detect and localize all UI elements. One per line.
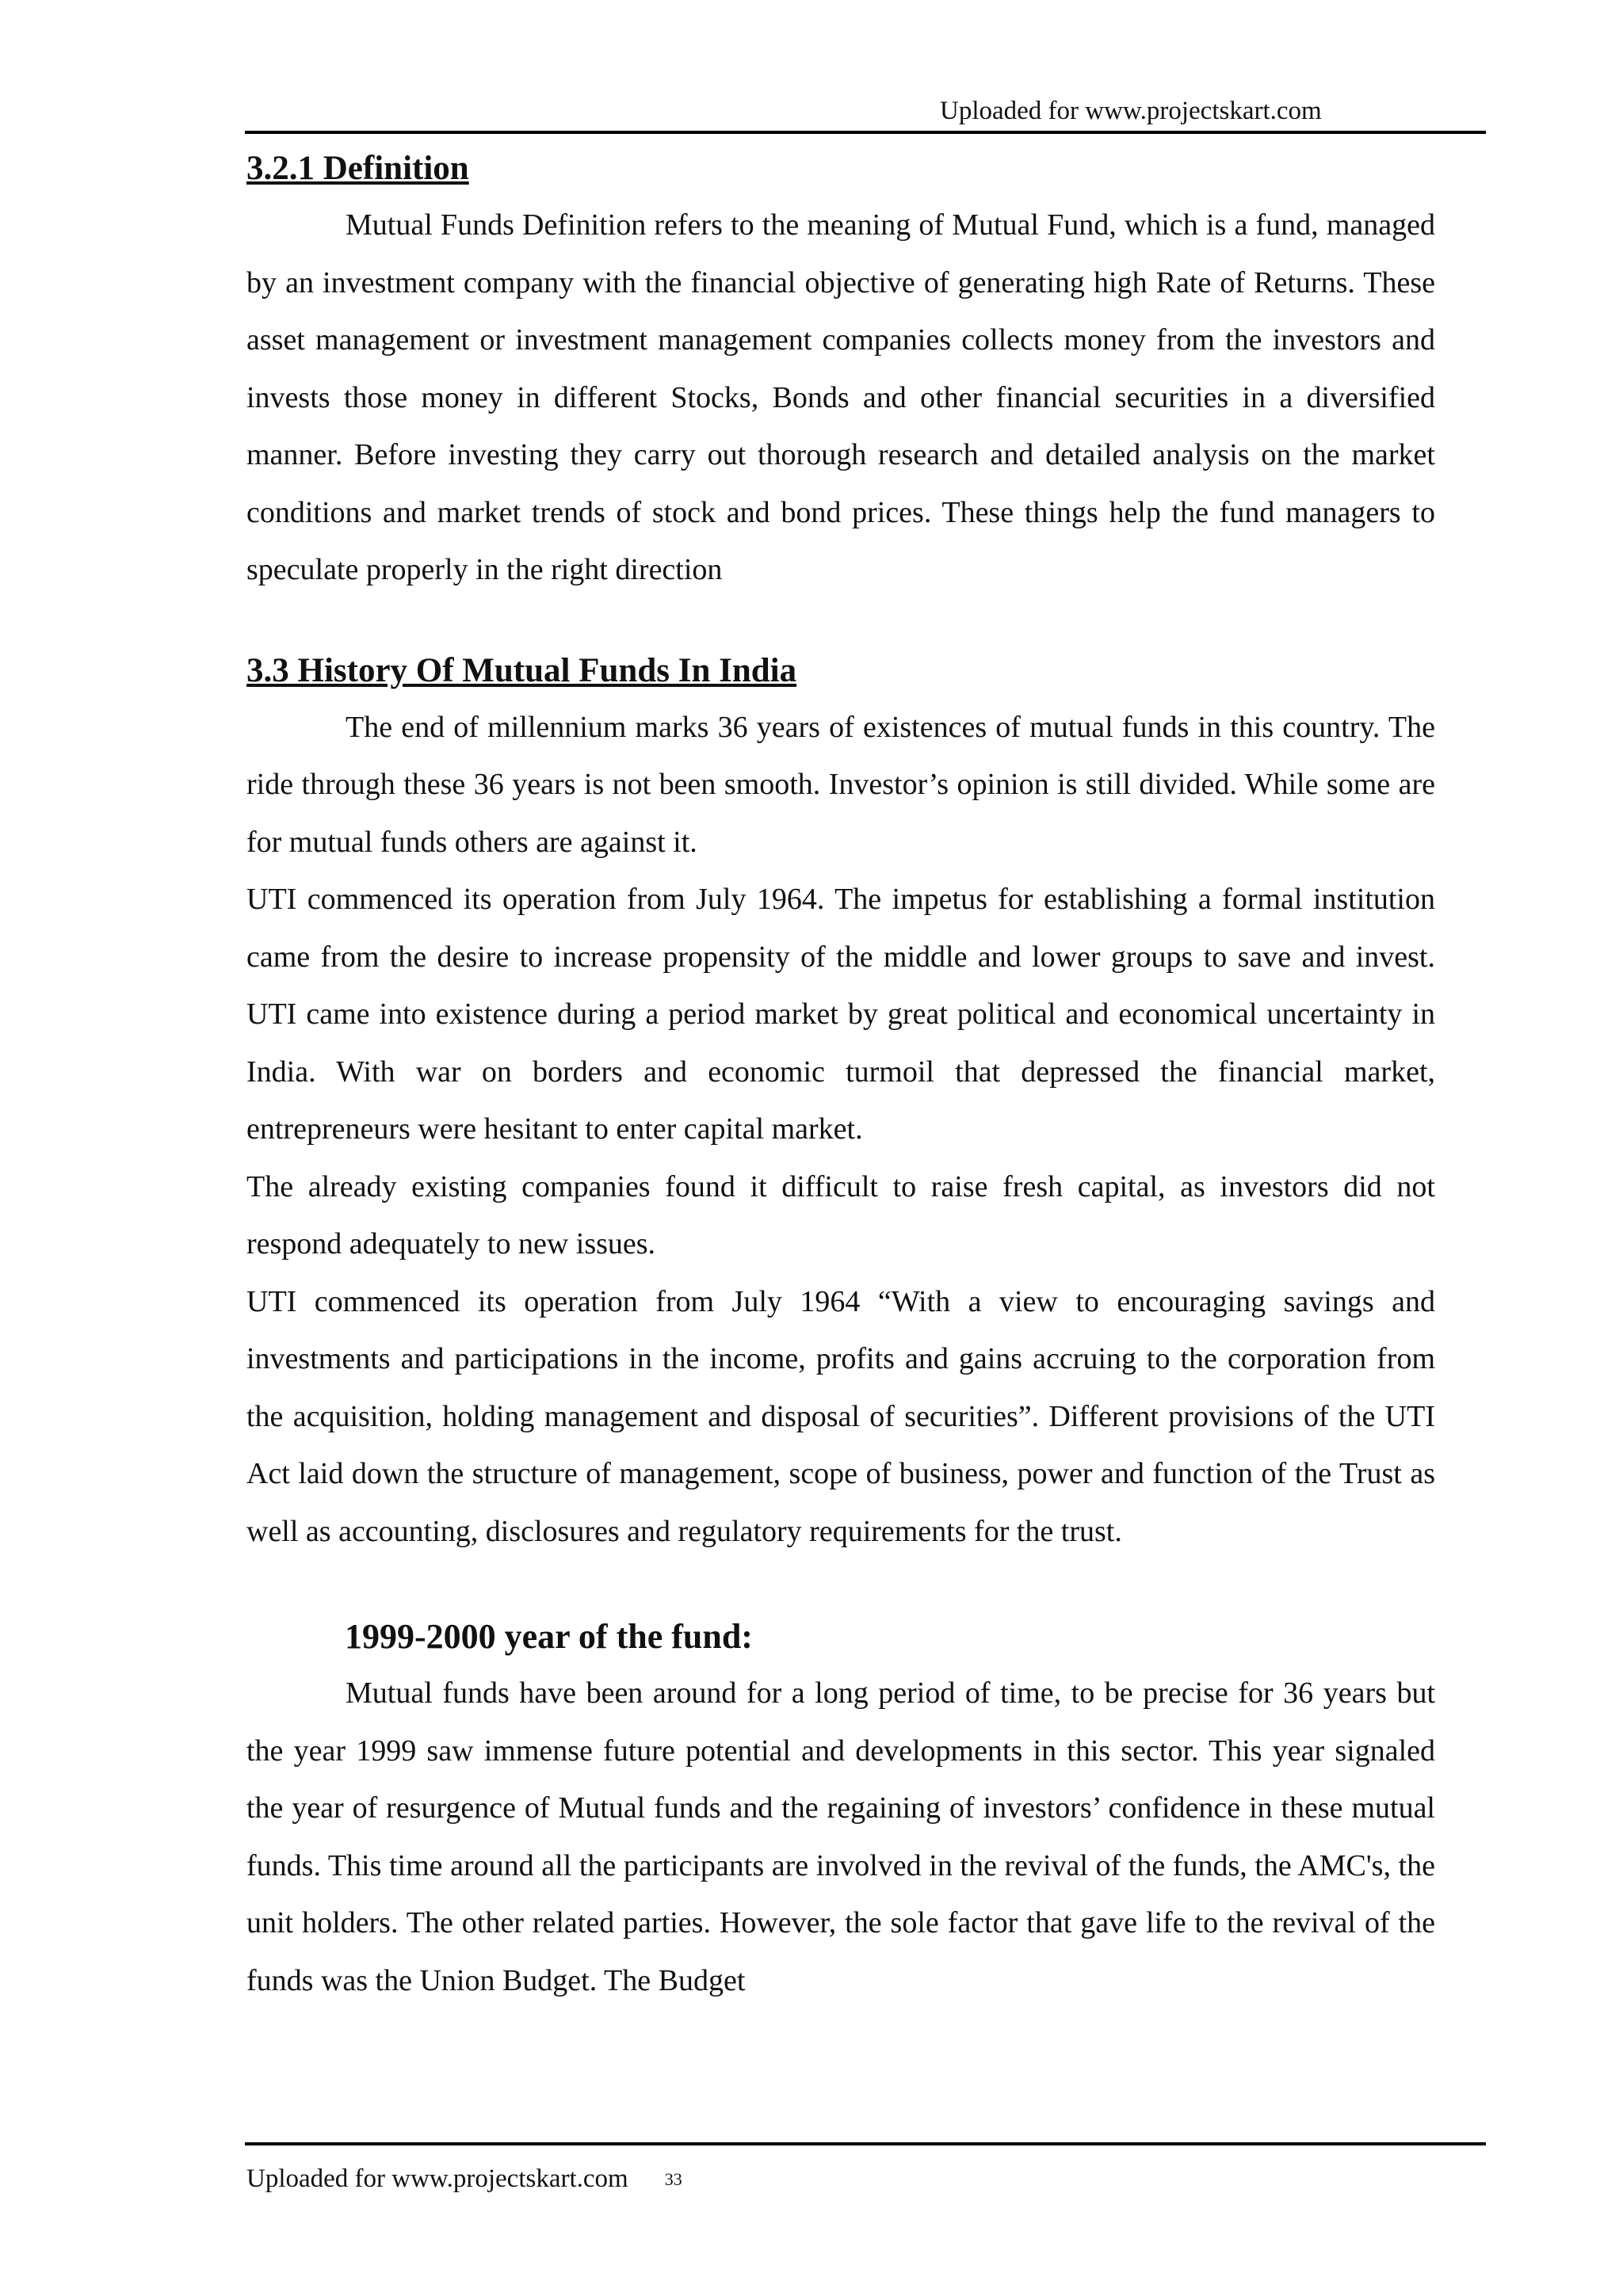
footer-text: Uploaded for www.projectskart.com	[246, 2164, 628, 2193]
subsection-heading-1999	[246, 1609, 1435, 1665]
page-number: 33	[664, 2169, 682, 2189]
page-content	[246, 141, 1435, 2009]
section-heading-definition: 3.2.1 Definition	[246, 150, 469, 187]
history-paragraph-2: UTI commenced its operation from July 1964. The impetus for establishing a formal institution came from the desire to increase propensity of the middle and lower groups to save and invest. UTI came into existence during a period market by great political and economical uncertainty in India. With war on borders and economic turmoil that depressed the financial market, entrepreneurs were hesitant to enter capital market.	[246, 883, 1435, 1146]
year-1999-paragraph: Mutual funds have been around for a long period of time, to be precise for 36 years but the year 1999 saw immense future potential and developments in this sector. This year signaled the year of resurgence of Mutual funds and the regaining of investors’ confidence in these mutual funds. This time around all the participants are involved in the revival of the funds, the AMC's, the unit holders. The other related parties. However, the sole factor that gave life to the revival of the funds was the Union Budget. The Budget	[246, 1676, 1435, 1997]
definition-paragraph: Mutual Funds Definition refers to the meaning of Mutual Fund, which is a fund, managed by an investment company with the financial objective of generating high Rate of Returns. These asset management or investment management companies collects money from the investors and invests those money in different Stocks, Bonds and other financial securities in a diversified manner. Before investing they carry out thorough research and detailed analysis on the market conditions and market trends of stock and bond prices. These things help the fund managers to speculate properly in the right direction	[246, 208, 1435, 586]
spacer	[246, 599, 1435, 643]
history-paragraph-4: UTI commenced its operation from July 1964 “With a view to encouraging savings and investments and participations in the income, profits and gains accruing to the corporation from the acquisition, holding management and disposal of securities”. Different provisions of the UTI Act laid down the structure of management, scope of business, power and function of the Trust as well as accounting, disclosures and regulatory requirements for the trust.	[246, 1284, 1435, 1548]
history-paragraph-1: The end of millennium marks 36 years of existences of mutual funds in this country. The ride through these 36 years is not been smooth. Investor’s opinion is still divided. While some are for mutual funds others are against it.	[246, 710, 1435, 859]
page-header: Uploaded for www.projectskart.com	[940, 97, 1322, 125]
section-heading-history: 3.3 History Of Mutual Funds In India	[246, 651, 797, 689]
header-rule	[245, 131, 1486, 134]
history-paragraph-3: The already existing companies found it difficult to raise fresh capital, as investors did not respond adequately to new issues.	[246, 1169, 1435, 1261]
spacer	[246, 1560, 1435, 1609]
subsection-heading-text: 1999-2000 year of the fund:	[345, 1617, 753, 1656]
page-footer	[246, 2163, 682, 2197]
footer-rule	[245, 2142, 1486, 2145]
